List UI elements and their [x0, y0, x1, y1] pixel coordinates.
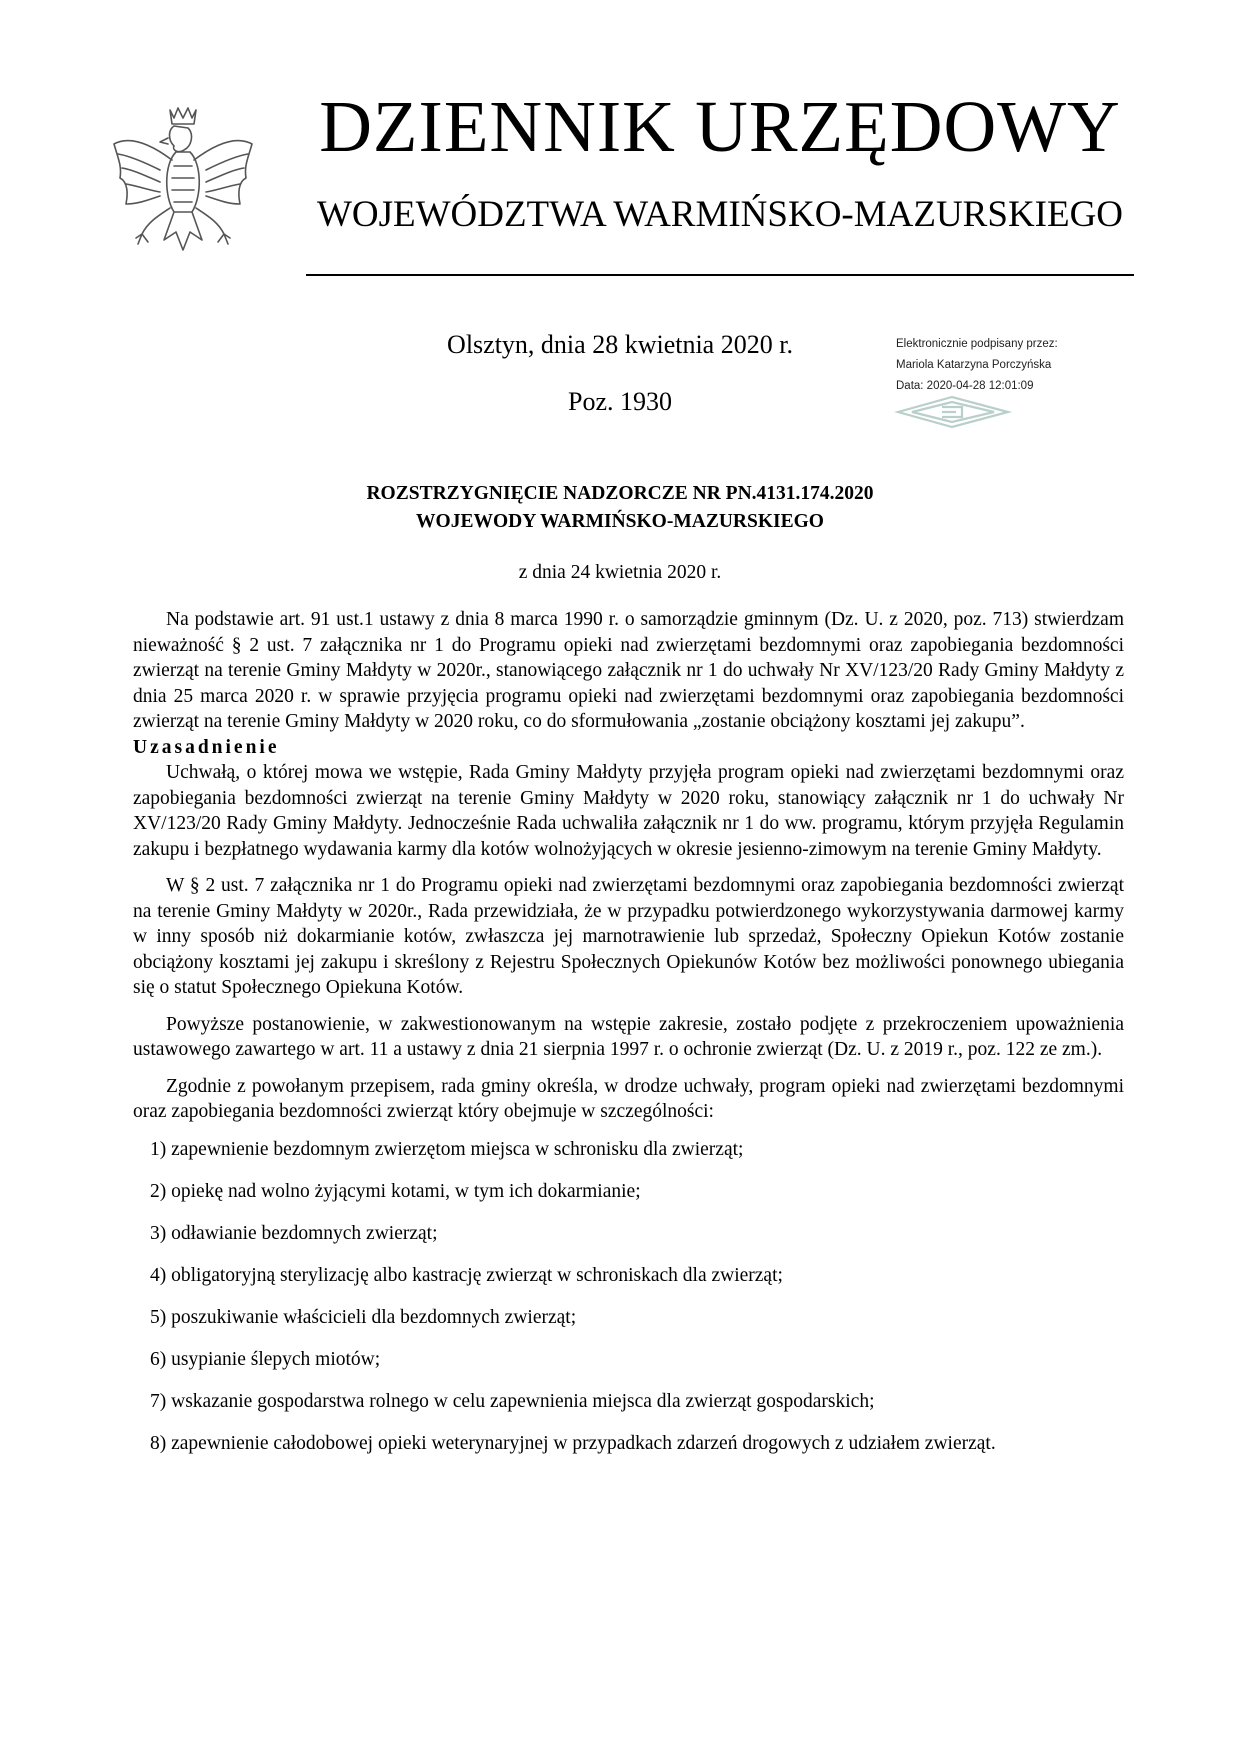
justification-paragraph-1: Uchwałą, o której mowa we wstępie, Rada Gminy Małdyty przyjęła program opieki nad zwierzętami bezdomnymi oraz zapobiegania bezdomności zwierząt na terenie Gminy Małdyty w 2020 roku, stanowiący załącznik nr 1 do uchwały Nr XV/123/20 Rady Gminy Małdyty. Jednocześnie Rada uchwaliła załącznik nr 1 do ww. programu, którym przyjęła Regulamin zakupu i bezpłatnego wydawania karmy dla kotów wolnożyjących w okresie jesienno-zimowym na terenie Gminy Małdyty. [133, 762, 1124, 860]
electronic-signature-block [896, 334, 1156, 397]
journal-subtitle: WOJEWÓDZTWA WARMIŃSKO-MAZURSKIEGO [316, 194, 1124, 235]
signature-mark-icon [894, 395, 1014, 429]
list-item: 5) poszukiwanie właścicieli dla bezdomnych zwierząt; [150, 1306, 577, 1328]
list-item: 2) opiekę nad wolno żyjącymi kotami, w tym ich dokarmianie; [150, 1180, 641, 1202]
justification-paragraph-4: Zgodnie z powołanym przepisem, rada gminy określa, w drodze uchwały, program opieki nad zwierzętami bezdomnymi oraz zapobiegania bezdomności zwierząt który obejmuje w szczególności: [133, 1075, 1124, 1122]
signature-label: Elektronicznie podpisany przez: [896, 338, 1058, 350]
list-item: 3) odławianie bezdomnych zwierząt; [150, 1222, 438, 1244]
act-date: z dnia 24 kwietnia 2020 r. [518, 562, 722, 583]
list-item: 7) wskazanie gospodarstwa rolnego w celu zapewnienia miejsca dla zwierząt gospodarskich; [150, 1390, 875, 1412]
signature-date: Data: 2020-04-28 12:01:09 [896, 380, 1034, 392]
issue-place-date: Olsztyn, dnia 28 kwietnia 2020 r. [447, 330, 793, 359]
masthead-divider [306, 274, 1134, 276]
act-title-line-1: ROZSTRZYGNIĘCIE NADZORCZE NR PN.4131.174.2020 [366, 483, 874, 504]
justification-heading: Uzasadnienie [133, 736, 280, 758]
act-title [150, 480, 1090, 536]
intro-paragraph: Na podstawie art. 91 ust.1 ustawy z dnia 8 marca 1990 r. o samorządzie gminnym (Dz. U. z 2020, poz. 713) stwierdzam nieważność § 2 ust. 7 załącznika nr 1 do Programu opieki nad zwierzętami bezdomnymi oraz zapobiegania bezdomności zwierząt na terenie Gminy Małdyty w 2020r., stanowiącego załącznik nr 1 do uchwały Nr XV/123/20 Rady Gminy Małdyty z dnia 25 marca 2020 r. w sprawie przyjęcia programu opieki nad zwierzętami bezdomnymi oraz zapobiegania bezdomności zwierząt na terenie Gminy Małdyty w 2020 roku, co do sformułowania „zostanie obciążony kosztami jej zakupu”. [133, 609, 1124, 732]
document-body [133, 607, 1124, 1461]
journal-title: DZIENNIK URZĘDOWY [319, 86, 1121, 167]
issue-position: Poz. 1930 [568, 387, 672, 416]
list-item: 1) zapewnienie bezdomnym zwierzętom miejsca w schronisku dla zwierząt; [150, 1138, 744, 1160]
justification-paragraph-2: W § 2 ust. 7 załącznika nr 1 do Programu opieki nad zwierzętami bezdomnymi oraz zapobiegania bezdomności zwierząt na terenie Gminy Małdyty w 2020r., Rada przewidziała, że w przypadku potwierdzonego wykorzystywania darmowej karmy w inny sposób niż dokarmianie kotów, zwłaszcza jej marnotrawienie lub sprzedaż, Społeczny Opiekun Kotów zostanie obciążony kosztami jej zakupu i skreślony z Rejestru Społecznych Opiekunów Kotów bez możliwości ponownego ubiegania się o statut Społecznego Opiekuna Kotów. [133, 875, 1124, 998]
justification-paragraph-3: Powyższe postanowienie, w zakwestionowanym na wstępie zakresie, zostało podjęte z przekroczeniem upoważnienia ustawowego zawartego w art. 11 a ustawy z dnia 21 sierpnia 1997 r. o ochronie zwierząt (Dz. U. z 2019 r., poz. 122 ze zm.). [133, 1013, 1124, 1060]
signature-signer: Mariola Katarzyna Porczyńska [896, 359, 1052, 371]
list-item: 8) zapewnienie całodobowej opieki weterynaryjnej w przypadkach zdarzeń drogowych z udziałem zwierząt. [150, 1432, 996, 1454]
list-item: 4) obligatoryjną sterylizację albo kastrację zwierząt w schroniskach dla zwierząt; [150, 1264, 783, 1286]
polish-eagle-emblem-icon [108, 104, 258, 274]
program-scope-list [133, 1137, 1124, 1461]
act-title-line-2: WOJEWODY WARMIŃSKO-MAZURSKIEGO [416, 511, 824, 532]
list-item: 6) usypianie ślepych miotów; [150, 1348, 381, 1370]
